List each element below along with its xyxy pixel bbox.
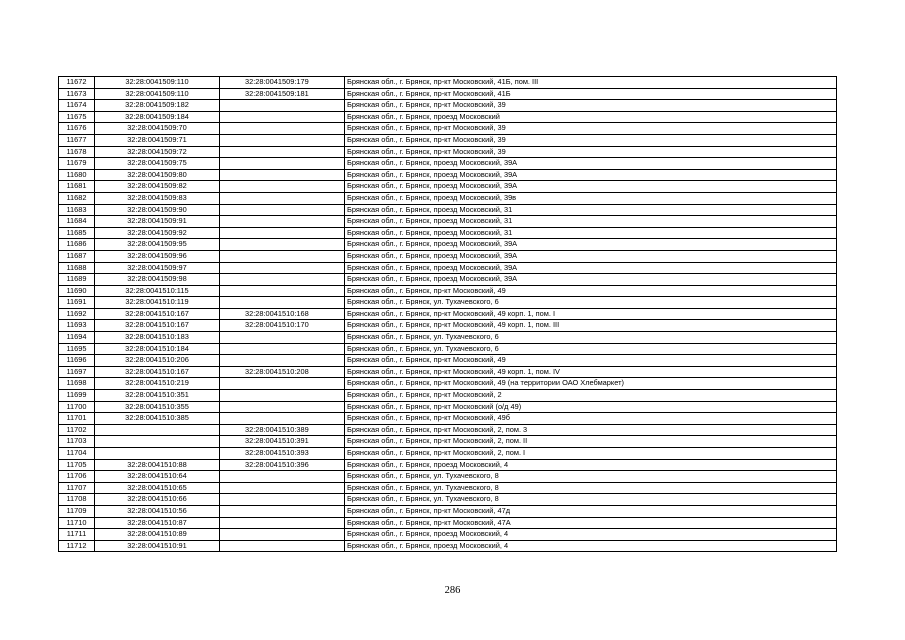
cadastral-number-cell bbox=[95, 424, 220, 436]
cadastral-number-cell bbox=[95, 448, 220, 460]
address-cell: Брянская обл., г. Брянск, ул. Тухачевского, 6 bbox=[345, 332, 837, 344]
row-number-cell: 11712 bbox=[59, 540, 95, 552]
sub-cadastral-number-cell bbox=[220, 540, 345, 552]
row-number-cell: 11700 bbox=[59, 401, 95, 413]
row-number-cell: 11681 bbox=[59, 181, 95, 193]
row-number-cell: 11685 bbox=[59, 227, 95, 239]
sub-cadastral-number-cell: 32:28:0041510:208 bbox=[220, 366, 345, 378]
cadastral-number-cell: 32:28:0041510:64 bbox=[95, 471, 220, 483]
address-cell: Брянская обл., г. Брянск, пр-кт Московский, 2 bbox=[345, 390, 837, 402]
sub-cadastral-number-cell bbox=[220, 494, 345, 506]
table-row bbox=[59, 250, 837, 262]
table-row bbox=[59, 540, 837, 552]
table-row bbox=[59, 123, 837, 135]
cadastral-number-cell: 32:28:0041510:167 bbox=[95, 320, 220, 332]
table-row bbox=[59, 448, 837, 460]
table-row bbox=[59, 436, 837, 448]
address-cell: Брянская обл., г. Брянск, ул. Тухачевского, 8 bbox=[345, 471, 837, 483]
table-row bbox=[59, 169, 837, 181]
address-cell: Брянская обл., г. Брянск, проезд Московский, 31 bbox=[345, 216, 837, 228]
cadastral-number-cell: 32:28:0041509:75 bbox=[95, 158, 220, 170]
table-row bbox=[59, 355, 837, 367]
row-number-cell: 11709 bbox=[59, 505, 95, 517]
cadastral-number-cell: 32:28:0041509:95 bbox=[95, 239, 220, 251]
row-number-cell: 11684 bbox=[59, 216, 95, 228]
row-number-cell: 11694 bbox=[59, 332, 95, 344]
sub-cadastral-number-cell bbox=[220, 100, 345, 112]
sub-cadastral-number-cell bbox=[220, 250, 345, 262]
row-number-cell: 11692 bbox=[59, 308, 95, 320]
cadastral-number-cell: 32:28:0041510:184 bbox=[95, 343, 220, 355]
row-number-cell: 11689 bbox=[59, 274, 95, 286]
row-number-cell: 11693 bbox=[59, 320, 95, 332]
cadastral-number-cell: 32:28:0041510:167 bbox=[95, 308, 220, 320]
row-number-cell: 11688 bbox=[59, 262, 95, 274]
sub-cadastral-number-cell: 32:28:0041510:170 bbox=[220, 320, 345, 332]
sub-cadastral-number-cell: 32:28:0041510:168 bbox=[220, 308, 345, 320]
address-cell: Брянская обл., г. Брянск, пр-кт Московский, 39 bbox=[345, 123, 837, 135]
table-row bbox=[59, 320, 837, 332]
address-cell: Брянская обл., г. Брянск, проезд Московский, 39А bbox=[345, 239, 837, 251]
address-cell: Брянская обл., г. Брянск, проезд Московский bbox=[345, 111, 837, 123]
table-row bbox=[59, 459, 837, 471]
sub-cadastral-number-cell bbox=[220, 401, 345, 413]
table-row bbox=[59, 378, 837, 390]
address-cell: Брянская обл., г. Брянск, проезд Московский, 39А bbox=[345, 181, 837, 193]
address-cell: Брянская обл., г. Брянск, ул. Тухачевского, 8 bbox=[345, 482, 837, 494]
address-cell: Брянская обл., г. Брянск, пр-кт Московский, 49 (на территории ОАО Хлебмаркет) bbox=[345, 378, 837, 390]
row-number-cell: 11698 bbox=[59, 378, 95, 390]
sub-cadastral-number-cell bbox=[220, 505, 345, 517]
table-row bbox=[59, 227, 837, 239]
sub-cadastral-number-cell bbox=[220, 146, 345, 158]
row-number-cell: 11677 bbox=[59, 134, 95, 146]
cadastral-number-cell: 32:28:0041510:219 bbox=[95, 378, 220, 390]
cadastral-number-cell: 32:28:0041510:355 bbox=[95, 401, 220, 413]
sub-cadastral-number-cell bbox=[220, 158, 345, 170]
address-cell: Брянская обл., г. Брянск, ул. Тухачевского, 6 bbox=[345, 297, 837, 309]
table-row bbox=[59, 401, 837, 413]
sub-cadastral-number-cell bbox=[220, 169, 345, 181]
row-number-cell: 11682 bbox=[59, 192, 95, 204]
row-number-cell: 11703 bbox=[59, 436, 95, 448]
table-row bbox=[59, 390, 837, 402]
address-cell: Брянская обл., г. Брянск, пр-кт Московский, 41Б bbox=[345, 88, 837, 100]
address-cell: Брянская обл., г. Брянск, проезд Московский, 31 bbox=[345, 227, 837, 239]
cadastral-number-cell: 32:28:0041509:92 bbox=[95, 227, 220, 239]
sub-cadastral-number-cell bbox=[220, 216, 345, 228]
row-number-cell: 11704 bbox=[59, 448, 95, 460]
table-row bbox=[59, 471, 837, 483]
address-cell: Брянская обл., г. Брянск, ул. Тухачевского, 8 bbox=[345, 494, 837, 506]
cadastral-table bbox=[58, 76, 837, 552]
table-row bbox=[59, 505, 837, 517]
address-cell: Брянская обл., г. Брянск, пр-кт Московский, 47А bbox=[345, 517, 837, 529]
sub-cadastral-number-cell bbox=[220, 111, 345, 123]
row-number-cell: 11705 bbox=[59, 459, 95, 471]
cadastral-number-cell: 32:28:0041510:89 bbox=[95, 529, 220, 541]
table-row bbox=[59, 517, 837, 529]
cadastral-number-cell: 32:28:0041509:71 bbox=[95, 134, 220, 146]
sub-cadastral-number-cell bbox=[220, 355, 345, 367]
table-row bbox=[59, 332, 837, 344]
row-number-cell: 11678 bbox=[59, 146, 95, 158]
address-cell: Брянская обл., г. Брянск, проезд Московский, 31 bbox=[345, 204, 837, 216]
sub-cadastral-number-cell bbox=[220, 413, 345, 425]
table-row bbox=[59, 308, 837, 320]
table-row bbox=[59, 192, 837, 204]
address-cell: Брянская обл., г. Брянск, проезд Московский, 4 bbox=[345, 529, 837, 541]
row-number-cell: 11690 bbox=[59, 285, 95, 297]
address-cell: Брянская обл., г. Брянск, проезд Московский, 39А bbox=[345, 274, 837, 286]
row-number-cell: 11696 bbox=[59, 355, 95, 367]
row-number-cell: 11691 bbox=[59, 297, 95, 309]
row-number-cell: 11687 bbox=[59, 250, 95, 262]
sub-cadastral-number-cell bbox=[220, 192, 345, 204]
row-number-cell: 11708 bbox=[59, 494, 95, 506]
sub-cadastral-number-cell bbox=[220, 390, 345, 402]
row-number-cell: 11701 bbox=[59, 413, 95, 425]
sub-cadastral-number-cell: 32:28:0041510:393 bbox=[220, 448, 345, 460]
row-number-cell: 11673 bbox=[59, 88, 95, 100]
table-row bbox=[59, 88, 837, 100]
sub-cadastral-number-cell bbox=[220, 239, 345, 251]
address-cell: Брянская обл., г. Брянск, пр-кт Московский, 39 bbox=[345, 146, 837, 158]
cadastral-number-cell: 32:28:0041509:98 bbox=[95, 274, 220, 286]
table-row bbox=[59, 297, 837, 309]
address-cell: Брянская обл., г. Брянск, проезд Московский, 4 bbox=[345, 459, 837, 471]
cadastral-number-cell: 32:28:0041509:90 bbox=[95, 204, 220, 216]
address-cell: Брянская обл., г. Брянск, пр-кт Московский, 47д bbox=[345, 505, 837, 517]
address-cell: Брянская обл., г. Брянск, пр-кт Московский, 49 bbox=[345, 355, 837, 367]
sub-cadastral-number-cell bbox=[220, 471, 345, 483]
address-cell: Брянская обл., г. Брянск, проезд Московский, 39А bbox=[345, 169, 837, 181]
cadastral-number-cell: 32:28:0041510:66 bbox=[95, 494, 220, 506]
table-row bbox=[59, 146, 837, 158]
address-cell: Брянская обл., г. Брянск, пр-кт Московский, 49 корп. 1, пом. III bbox=[345, 320, 837, 332]
table-row bbox=[59, 111, 837, 123]
row-number-cell: 11707 bbox=[59, 482, 95, 494]
sub-cadastral-number-cell: 32:28:0041510:396 bbox=[220, 459, 345, 471]
cadastral-number-cell: 32:28:0041510:56 bbox=[95, 505, 220, 517]
cadastral-number-cell: 32:28:0041510:119 bbox=[95, 297, 220, 309]
sub-cadastral-number-cell bbox=[220, 297, 345, 309]
cadastral-number-cell: 32:28:0041510:206 bbox=[95, 355, 220, 367]
address-cell: Брянская обл., г. Брянск, проезд Московский, 39А bbox=[345, 250, 837, 262]
address-cell: Брянская обл., г. Брянск, пр-кт Московский, 49 корп. 1, пом. IV bbox=[345, 366, 837, 378]
cadastral-number-cell: 32:28:0041509:110 bbox=[95, 88, 220, 100]
sub-cadastral-number-cell: 32:28:0041509:179 bbox=[220, 77, 345, 89]
sub-cadastral-number-cell bbox=[220, 285, 345, 297]
cadastral-number-cell: 32:28:0041510:65 bbox=[95, 482, 220, 494]
table-row bbox=[59, 204, 837, 216]
cadastral-number-cell: 32:28:0041510:385 bbox=[95, 413, 220, 425]
cadastral-number-cell: 32:28:0041510:115 bbox=[95, 285, 220, 297]
table-row bbox=[59, 424, 837, 436]
address-cell: Брянская обл., г. Брянск, пр-кт Московский, 49 bbox=[345, 285, 837, 297]
table-row bbox=[59, 366, 837, 378]
row-number-cell: 11699 bbox=[59, 390, 95, 402]
cadastral-number-cell: 32:28:0041509:182 bbox=[95, 100, 220, 112]
sub-cadastral-number-cell bbox=[220, 343, 345, 355]
address-cell: Брянская обл., г. Брянск, пр-кт Московский, 49 корп. 1, пом. I bbox=[345, 308, 837, 320]
sub-cadastral-number-cell: 32:28:0041510:391 bbox=[220, 436, 345, 448]
address-cell: Брянская обл., г. Брянск, пр-кт Московский (о/д 49) bbox=[345, 401, 837, 413]
row-number-cell: 11672 bbox=[59, 77, 95, 89]
table-row bbox=[59, 77, 837, 89]
cadastral-number-cell: 32:28:0041510:91 bbox=[95, 540, 220, 552]
page-number: 286 bbox=[444, 585, 461, 596]
cadastral-number-cell bbox=[95, 436, 220, 448]
cadastral-number-cell: 32:28:0041509:83 bbox=[95, 192, 220, 204]
table-row bbox=[59, 100, 837, 112]
sub-cadastral-number-cell bbox=[220, 332, 345, 344]
cadastral-number-cell: 32:28:0041510:88 bbox=[95, 459, 220, 471]
sub-cadastral-number-cell bbox=[220, 274, 345, 286]
table-row bbox=[59, 181, 837, 193]
row-number-cell: 11683 bbox=[59, 204, 95, 216]
table-row bbox=[59, 413, 837, 425]
row-number-cell: 11702 bbox=[59, 424, 95, 436]
address-cell: Брянская обл., г. Брянск, пр-кт Московский, 2, пом. II bbox=[345, 436, 837, 448]
table-row bbox=[59, 134, 837, 146]
address-cell: Брянская обл., г. Брянск, пр-кт Московский, 39 bbox=[345, 134, 837, 146]
cadastral-number-cell: 32:28:0041509:97 bbox=[95, 262, 220, 274]
table-row bbox=[59, 262, 837, 274]
row-number-cell: 11710 bbox=[59, 517, 95, 529]
table-row bbox=[59, 529, 837, 541]
cadastral-number-cell: 32:28:0041510:351 bbox=[95, 390, 220, 402]
cadastral-number-cell: 32:28:0041510:87 bbox=[95, 517, 220, 529]
row-number-cell: 11697 bbox=[59, 366, 95, 378]
table-row bbox=[59, 482, 837, 494]
address-cell: Брянская обл., г. Брянск, проезд Московский, 39в bbox=[345, 192, 837, 204]
row-number-cell: 11679 bbox=[59, 158, 95, 170]
address-cell: Брянская обл., г. Брянск, проезд Московский, 4 bbox=[345, 540, 837, 552]
row-number-cell: 11676 bbox=[59, 123, 95, 135]
sub-cadastral-number-cell bbox=[220, 482, 345, 494]
cadastral-number-cell: 32:28:0041509:82 bbox=[95, 181, 220, 193]
sub-cadastral-number-cell bbox=[220, 227, 345, 239]
sub-cadastral-number-cell bbox=[220, 181, 345, 193]
row-number-cell: 11686 bbox=[59, 239, 95, 251]
row-number-cell: 11706 bbox=[59, 471, 95, 483]
address-cell: Брянская обл., г. Брянск, ул. Тухачевского, 6 bbox=[345, 343, 837, 355]
cadastral-number-cell: 32:28:0041510:167 bbox=[95, 366, 220, 378]
row-number-cell: 11680 bbox=[59, 169, 95, 181]
table-row bbox=[59, 494, 837, 506]
cadastral-number-cell: 32:28:0041509:70 bbox=[95, 123, 220, 135]
row-number-cell: 11711 bbox=[59, 529, 95, 541]
address-cell: Брянская обл., г. Брянск, проезд Московский, 39А bbox=[345, 262, 837, 274]
cadastral-number-cell: 32:28:0041509:184 bbox=[95, 111, 220, 123]
table-row bbox=[59, 158, 837, 170]
sub-cadastral-number-cell bbox=[220, 134, 345, 146]
table-row bbox=[59, 274, 837, 286]
sub-cadastral-number-cell bbox=[220, 517, 345, 529]
table-row bbox=[59, 216, 837, 228]
address-cell: Брянская обл., г. Брянск, проезд Московский, 39А bbox=[345, 158, 837, 170]
sub-cadastral-number-cell bbox=[220, 378, 345, 390]
cadastral-number-cell: 32:28:0041509:72 bbox=[95, 146, 220, 158]
table-body bbox=[59, 77, 837, 552]
address-cell: Брянская обл., г. Брянск, пр-кт Московский, 41Б, пом. III bbox=[345, 77, 837, 89]
address-cell: Брянская обл., г. Брянск, пр-кт Московский, 39 bbox=[345, 100, 837, 112]
table-row bbox=[59, 343, 837, 355]
sub-cadastral-number-cell bbox=[220, 123, 345, 135]
address-cell: Брянская обл., г. Брянск, пр-кт Московский, 49б bbox=[345, 413, 837, 425]
cadastral-number-cell: 32:28:0041510:183 bbox=[95, 332, 220, 344]
sub-cadastral-number-cell bbox=[220, 204, 345, 216]
table-row bbox=[59, 239, 837, 251]
cadastral-number-cell: 32:28:0041509:80 bbox=[95, 169, 220, 181]
sub-cadastral-number-cell: 32:28:0041509:181 bbox=[220, 88, 345, 100]
address-cell: Брянская обл., г. Брянск, пр-кт Московский, 2, пом. 3 bbox=[345, 424, 837, 436]
cadastral-number-cell: 32:28:0041509:96 bbox=[95, 250, 220, 262]
sub-cadastral-number-cell: 32:28:0041510:389 bbox=[220, 424, 345, 436]
address-cell: Брянская обл., г. Брянск, пр-кт Московский, 2, пом. I bbox=[345, 448, 837, 460]
sub-cadastral-number-cell bbox=[220, 529, 345, 541]
table-row bbox=[59, 285, 837, 297]
row-number-cell: 11695 bbox=[59, 343, 95, 355]
cadastral-number-cell: 32:28:0041509:110 bbox=[95, 77, 220, 89]
row-number-cell: 11675 bbox=[59, 111, 95, 123]
row-number-cell: 11674 bbox=[59, 100, 95, 112]
sub-cadastral-number-cell bbox=[220, 262, 345, 274]
cadastral-number-cell: 32:28:0041509:91 bbox=[95, 216, 220, 228]
